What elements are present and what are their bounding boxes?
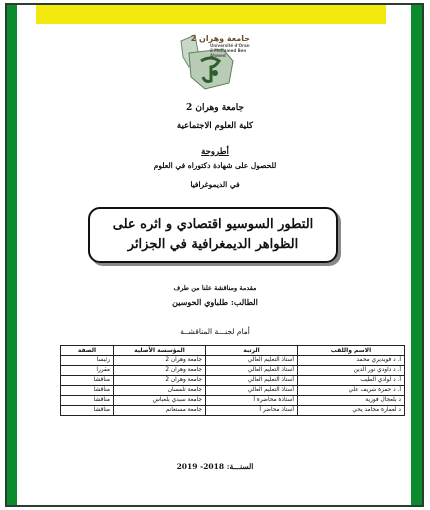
cell-rank: أستاذ التعليم العالي [206,356,298,366]
table-row [61,406,405,416]
cell-role: مناقشا [61,406,114,416]
cell-name: د بلعجال فوزية [298,396,405,406]
cell-name: د لعمارة محامد يحي [298,406,405,416]
cell-rank: أستاذ التعليم العالي [206,376,298,386]
cell-role: مناقشا [61,396,114,406]
student-name: الطالب: طلباوي الحوسين [172,297,258,307]
thesis-title-line-1: التطور السوسيو اقتصادي و اثره على [112,217,314,232]
committee-label: أمام لجنـــة المناقشــة [180,327,250,336]
table-row [61,376,405,386]
committee-table [60,345,405,416]
col-header-rank: الرتبة [206,346,298,356]
cell-institution: جامعة سيدي بلعباس [114,396,206,406]
presented-by: مقدمة ومناقشة علنا من طرف [173,284,257,292]
thesis-title-line-2: الظواهر الديمغرافية في الجزائر [127,237,299,252]
cell-name: أ. د حمزة شريف علي [298,386,405,396]
cell-rank: أستاذة محاضرة أ [206,396,298,406]
cell-rank: أستاذ التعليم العالي [206,386,298,396]
table-header-row [61,346,405,356]
green-right-band [411,5,422,505]
cell-name: أ. د لوادي الطيب [298,376,405,386]
cell-name: أ. د داودي نور الدين [298,366,405,376]
cell-rank: أستاذ محاضر أ [206,406,298,416]
academic-year: السنـــة: 2018- 2019 [176,462,254,471]
table-row [61,396,405,406]
logo-text: جامعة وهران 2 Université d'Oran 2 Mohamed Ben Ahmed [190,34,250,58]
cell-name: أ. د فويديري محمد [298,356,405,366]
cell-institution: جامعة مستغانم [114,406,206,416]
cell-institution: جامعة تلمسان [114,386,206,396]
table-row [61,356,405,366]
cell-role: مقررا [61,366,114,376]
cell-rank: أستاذ التعليم العالي [206,366,298,376]
cell-role: مناقشا [61,386,114,396]
yellow-top-band [36,5,386,24]
specialty: في الديموغرافيا [190,180,240,189]
faculty-name: كلية العلوم الاجتماعية [176,121,254,131]
degree-purpose: للحصول على شهادة دكتوراه في العلوم [153,161,277,170]
university-name: جامعة وهران 2 [186,103,244,113]
thesis-title-box [88,207,338,263]
table-row [61,386,405,396]
cell-institution: جامعة وهران 2 [114,376,206,386]
cell-role: رئيسا [61,356,114,366]
col-header-role: الصفة [61,346,114,356]
cell-institution: جامعة وهران 2 [114,366,206,376]
cell-institution: جامعة وهران 2 [114,356,206,366]
green-left-band [7,5,17,505]
col-header-name: الاسم واللقب [298,346,405,356]
thesis-label: أطروحة [201,147,229,157]
table-row [61,366,405,376]
col-header-institution: المؤسسة الأصلية [114,346,206,356]
cell-role: مناقشا [61,376,114,386]
